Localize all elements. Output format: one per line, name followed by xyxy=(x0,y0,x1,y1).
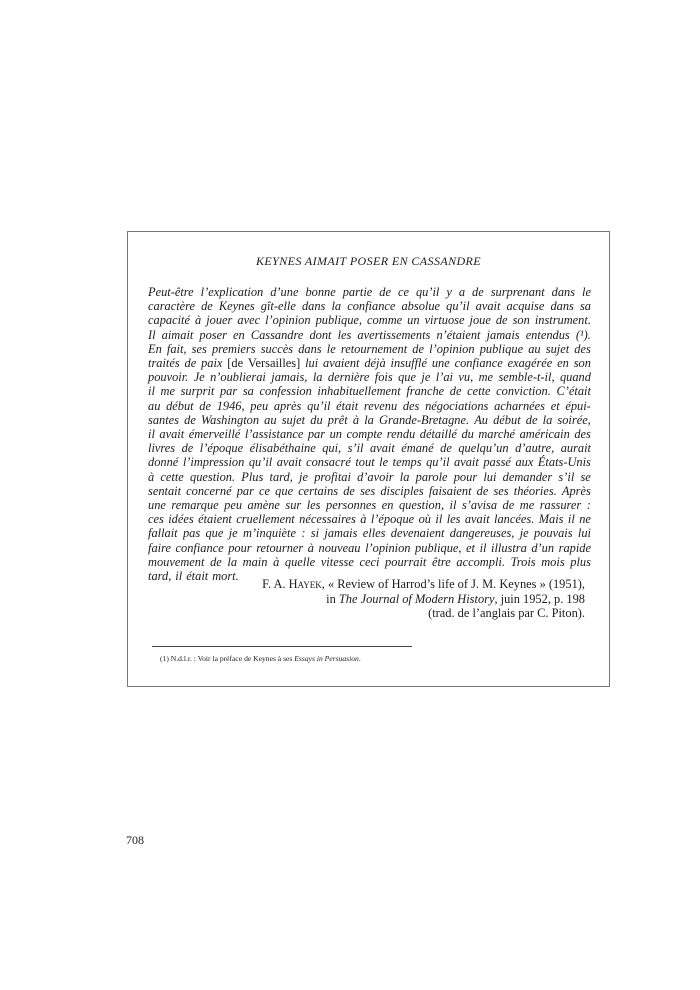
paragraph-line: donné l’impression qu’il avait consacré tout le temps qu’il avait passé aux États-Unis xyxy=(148,455,591,470)
page-number: 708 xyxy=(126,833,144,847)
paragraph-line: livres de l’époque élisabéthaine qui, s’il avait émané de quelqu’un d’autre, aurait xyxy=(148,441,591,456)
paragraph-line: Il aimait poser en Cassandre dont les avertissements n’étaient jamais entendus (¹). xyxy=(148,327,591,342)
attribution-line-3: (trad. de l’anglais par C. Piton). xyxy=(428,606,585,621)
paragraph-line: Peut-être l’explication d’une bonne partie de ce qu’il y a de surprenant dans le xyxy=(148,285,591,299)
paragraph-line: fallait pas que je m’inquiète : si jamais elles devenaient dangereuses, je pouvais lui xyxy=(148,526,591,541)
paragraph-line: traités de paix [de Versailles] lui avaient déjà insufflé une confiance exagérée en son xyxy=(148,356,591,371)
paragraph-line: En fait, ses premiers succès dans le retournement de l’opinion publique au sujet des xyxy=(148,341,591,356)
footnote-book-title: Essays in Persuasion xyxy=(294,654,359,663)
attribution-source: , « Review of Harrod’s life of J. M. Keynes » (1951), xyxy=(321,577,585,591)
paragraph-line: une remarque peu amène sur les personnes en question, il s’avisa de me rassurer : xyxy=(148,498,591,513)
paragraph-line: il avait émerveillé l’assistance par un compte rendu détaillé du marché américain des xyxy=(148,427,591,442)
paragraph-line: mouvement de la main à quelle vitesse ceci pourrait être accompli. Trois mois plus xyxy=(148,554,591,569)
footnote-text: (1) N.d.l.r. : Voir la préface de Keynes à ses xyxy=(160,654,295,663)
quotation-paragraph xyxy=(148,285,591,583)
quotation-box xyxy=(127,231,610,687)
paragraph-line: santes de Washington au sujet du prêt à la Grande-Bretagne. Au début de la soirée, xyxy=(148,412,591,427)
author-name: Hayek xyxy=(288,577,322,591)
attribution xyxy=(262,577,585,621)
box-title: KEYNES AIMAIT POSER EN CASSANDRE xyxy=(255,254,481,268)
journal-date: , juin 1952, p. 198 xyxy=(494,591,585,606)
paragraph-line: ces idées étaient cruellement nécessaires à l’époque où il les avait lancées. Mais il ne xyxy=(148,512,591,527)
paragraph-line: au début de 1946, peu après qu’il était revenu des négociations acharnées et épui- xyxy=(148,398,591,413)
paragraph-line: à cette question. Plus tard, je profitai d’avoir la parole pour lui demander s’il se xyxy=(148,469,591,484)
paragraph-line: il me surprit par sa confession inhabituellement franche de cette conviction. C’était xyxy=(148,384,591,399)
footnote xyxy=(160,654,361,663)
journal-title: The Journal of Modern History xyxy=(338,591,495,606)
paragraph-line: sentait concerné par ce que certains de ses disciples faisaient de ses théories. Après xyxy=(148,483,591,498)
paragraph-line: faire confiance pour retourner à nouveau l’opinion publique, et il illustra d’un rapide xyxy=(148,540,591,555)
paragraph-line: capacité à jouer avec l’opinion publique, comme un virtuose joue de son instrument. xyxy=(148,313,591,328)
paragraph-line: tard, il était mort. xyxy=(148,569,239,584)
attribution-initials: F. A. xyxy=(262,577,289,591)
footnote-end: . xyxy=(358,654,361,663)
footnote-rule xyxy=(152,646,412,647)
attribution-in: in xyxy=(326,591,339,606)
paragraph-line: pouvoir. Je n’oublierai jamais, la dernière fois que je l’ai vu, me semble-t-il, quand xyxy=(148,370,591,385)
attribution-line-2 xyxy=(262,592,585,607)
attribution-line-1 xyxy=(262,577,585,592)
paragraph-line: caractère de Keynes gît-elle dans la confiance absolue qu’il avait acquise dans sa xyxy=(148,299,591,314)
